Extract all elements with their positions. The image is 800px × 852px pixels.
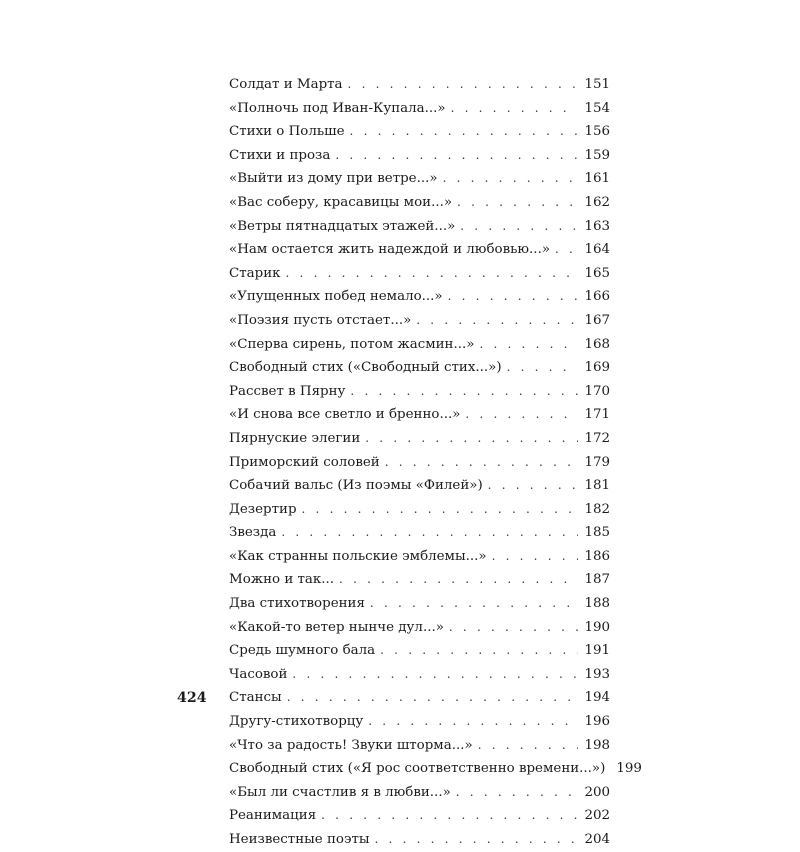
toc-entry: [229, 521, 610, 545]
toc-entry: [229, 804, 610, 828]
toc-dot-leader: [368, 710, 578, 734]
toc-dot-leader: [457, 191, 578, 215]
toc-dot-leader: [507, 356, 579, 380]
toc-dot-leader: [365, 427, 578, 451]
toc-entry-title: Средь шумного бала: [229, 643, 376, 659]
toc-dot-leader: [339, 568, 578, 592]
toc-entry: [229, 144, 610, 168]
toc-entry: [229, 568, 610, 592]
toc-dot-leader: [370, 592, 579, 616]
toc-entry-title: Неизвестные поэты: [229, 832, 370, 847]
toc-entry-title: Два стихотворения: [229, 596, 365, 612]
toc-entry-page: 151: [584, 77, 610, 92]
toc-dot-leader: [460, 215, 578, 239]
toc-entry-page: 172: [584, 430, 610, 446]
toc-dot-leader: [385, 451, 579, 475]
toc-entry-page: 200: [584, 784, 610, 800]
toc-entry-title: Приморский соловей: [229, 454, 380, 470]
toc-entry: [229, 451, 610, 475]
toc-entry-page: 166: [584, 289, 610, 305]
toc-entry: [229, 356, 610, 380]
toc-entry: [229, 238, 610, 262]
toc-dot-leader: [451, 97, 579, 121]
toc-entry-page: 164: [584, 242, 610, 258]
toc-entry: [229, 828, 610, 852]
toc-entry-title: «Как странны польские эмблемы...»: [229, 548, 487, 564]
toc-entry: [229, 616, 610, 640]
toc-dot-leader: [375, 828, 579, 852]
toc-entry-title: Стансы: [229, 690, 282, 706]
toc-entry-title: «Выйти из дому при ветре...»: [229, 171, 438, 187]
toc-entry-page: 165: [584, 265, 610, 281]
toc-entry: [229, 309, 610, 333]
toc-dot-leader: [281, 521, 578, 545]
toc-entry-title: «Упущенных побед немало...»: [229, 289, 443, 305]
toc-entry: [229, 380, 610, 404]
toc-entry-page: 159: [584, 147, 610, 163]
toc-entry: [229, 663, 610, 687]
toc-entry-page: 194: [584, 690, 610, 706]
toc-entry: [229, 120, 610, 144]
toc-entry-title: «Был ли счастлив я в любви...»: [229, 784, 451, 800]
toc-entry-page: 182: [584, 501, 610, 517]
toc-entry-page: 163: [584, 218, 610, 234]
toc-dot-leader: [292, 663, 578, 687]
toc-entry-page: 162: [584, 194, 610, 210]
toc-entry-page: 168: [584, 336, 610, 352]
toc-entry: [229, 781, 610, 805]
toc-entry-title: Свободный стих («Я рос соответственно времени...»): [229, 761, 606, 777]
toc-dot-leader: [465, 403, 578, 427]
toc-entry-page: 171: [584, 407, 610, 423]
toc-entry-title: Собачий вальс (Из поэмы «Филей»): [229, 478, 483, 494]
toc-entry: [229, 215, 610, 239]
toc-entry: [229, 73, 610, 97]
toc-entry-page: 186: [584, 548, 610, 564]
toc-entry-title: «Что за радость! Звуки шторма...»: [229, 737, 473, 753]
toc-entry-title: Рассвет в Пярну: [229, 383, 346, 399]
toc-entry-page: 191: [584, 643, 610, 659]
toc-entry: [229, 191, 610, 215]
toc-dot-leader: [335, 144, 578, 168]
toc-entry-page: 202: [584, 808, 610, 824]
toc-entry-title: «Сперва сирень, потом жасмин...»: [229, 336, 475, 352]
toc-entry-page: 181: [584, 478, 610, 494]
toc-entry: [229, 710, 610, 734]
toc-entry-page: 156: [584, 124, 610, 140]
toc-dot-leader: [449, 616, 579, 640]
toc-entry-title: «Поэзия пусть отстает...»: [229, 312, 412, 328]
toc-dot-leader: [488, 474, 579, 498]
toc-entry-title: Солдат и Марта: [229, 77, 343, 92]
toc-entry-page: 170: [584, 383, 610, 399]
toc-entry-page: 167: [584, 312, 610, 328]
toc-entry: [229, 474, 610, 498]
toc-entry: [229, 592, 610, 616]
toc-entry: [229, 333, 610, 357]
toc-entry-title: Можно и так...: [229, 572, 335, 588]
toc-entry-page: 179: [584, 454, 610, 470]
toc-entry: [229, 639, 610, 663]
toc-entry-title: Стихи о Польше: [229, 124, 345, 140]
toc-dot-leader: [321, 804, 578, 828]
toc-entry-page: 193: [584, 666, 610, 682]
toc-dot-leader: [492, 545, 579, 569]
toc-entry-title: «Ветры пятнадцатых этажей...»: [229, 218, 456, 234]
toc-dot-leader: [287, 686, 579, 710]
toc-entry-title: «И снова все светло и бренно...»: [229, 407, 461, 423]
toc-entry: [229, 734, 610, 758]
toc-entry: [229, 757, 642, 781]
toc-entry-title: Реанимация: [229, 808, 317, 824]
toc-dot-leader: [478, 734, 579, 758]
toc-entry: [229, 427, 610, 451]
toc-entry-page: 187: [584, 572, 610, 588]
toc-dot-leader: [380, 639, 578, 663]
toc-entry-title: Дезертир: [229, 501, 297, 517]
toc-entry: [229, 285, 610, 309]
toc-entry-page: 161: [584, 171, 610, 187]
toc-entry: [229, 403, 610, 427]
toc-entry-page: 154: [584, 100, 610, 116]
toc-dot-leader: [448, 285, 579, 309]
toc-entry-title: «Нам остается жить надеждой и любовью...»: [229, 242, 551, 258]
toc-entry: [229, 97, 610, 121]
toc-entry-title: Пярнуские элегии: [229, 430, 361, 446]
toc-dot-leader: [302, 498, 579, 522]
toc-entry-title: «Вас соберу, красавицы мои...»: [229, 194, 453, 210]
toc-dot-leader: [443, 167, 579, 191]
toc-entry: [229, 545, 610, 569]
toc-entry-page: 190: [584, 619, 610, 635]
toc-entry: [229, 262, 610, 286]
toc-dot-leader: [456, 781, 579, 805]
toc-entry-page: 196: [584, 714, 610, 730]
toc-entry-title: Свободный стих («Свободный стих...»): [229, 360, 502, 376]
toc-entry-title: «Какой-то ветер нынче дул...»: [229, 619, 444, 635]
table-of-contents: [229, 73, 642, 852]
toc-entry-title: Звезда: [229, 525, 277, 541]
toc-dot-leader: [348, 73, 579, 97]
toc-entry-page: 188: [584, 596, 610, 612]
toc-entry-title: Стихи и проза: [229, 147, 331, 163]
toc-entry: [229, 498, 610, 522]
page-number: 424: [177, 690, 207, 706]
toc-dot-leader: [286, 262, 579, 286]
toc-entry-title: Часовой: [229, 666, 288, 682]
toc-entry: [229, 686, 610, 710]
toc-dot-leader: [479, 333, 578, 357]
toc-entry-page: 185: [584, 525, 610, 541]
toc-dot-leader: [350, 120, 579, 144]
toc-entry-title: «Полночь под Иван-Купала...»: [229, 100, 446, 116]
toc-entry-page: 204: [584, 832, 610, 847]
toc-entry-page: 199: [616, 761, 642, 777]
toc-dot-leader: [350, 380, 578, 404]
toc-entry: [229, 167, 610, 191]
toc-dot-leader: [555, 238, 578, 262]
toc-entry-title: Старик: [229, 265, 281, 281]
toc-entry-title: Другу-стихотворцу: [229, 714, 364, 730]
toc-dot-leader: [416, 309, 578, 333]
toc-entry-page: 198: [584, 737, 610, 753]
toc-entry-page: 169: [584, 360, 610, 376]
